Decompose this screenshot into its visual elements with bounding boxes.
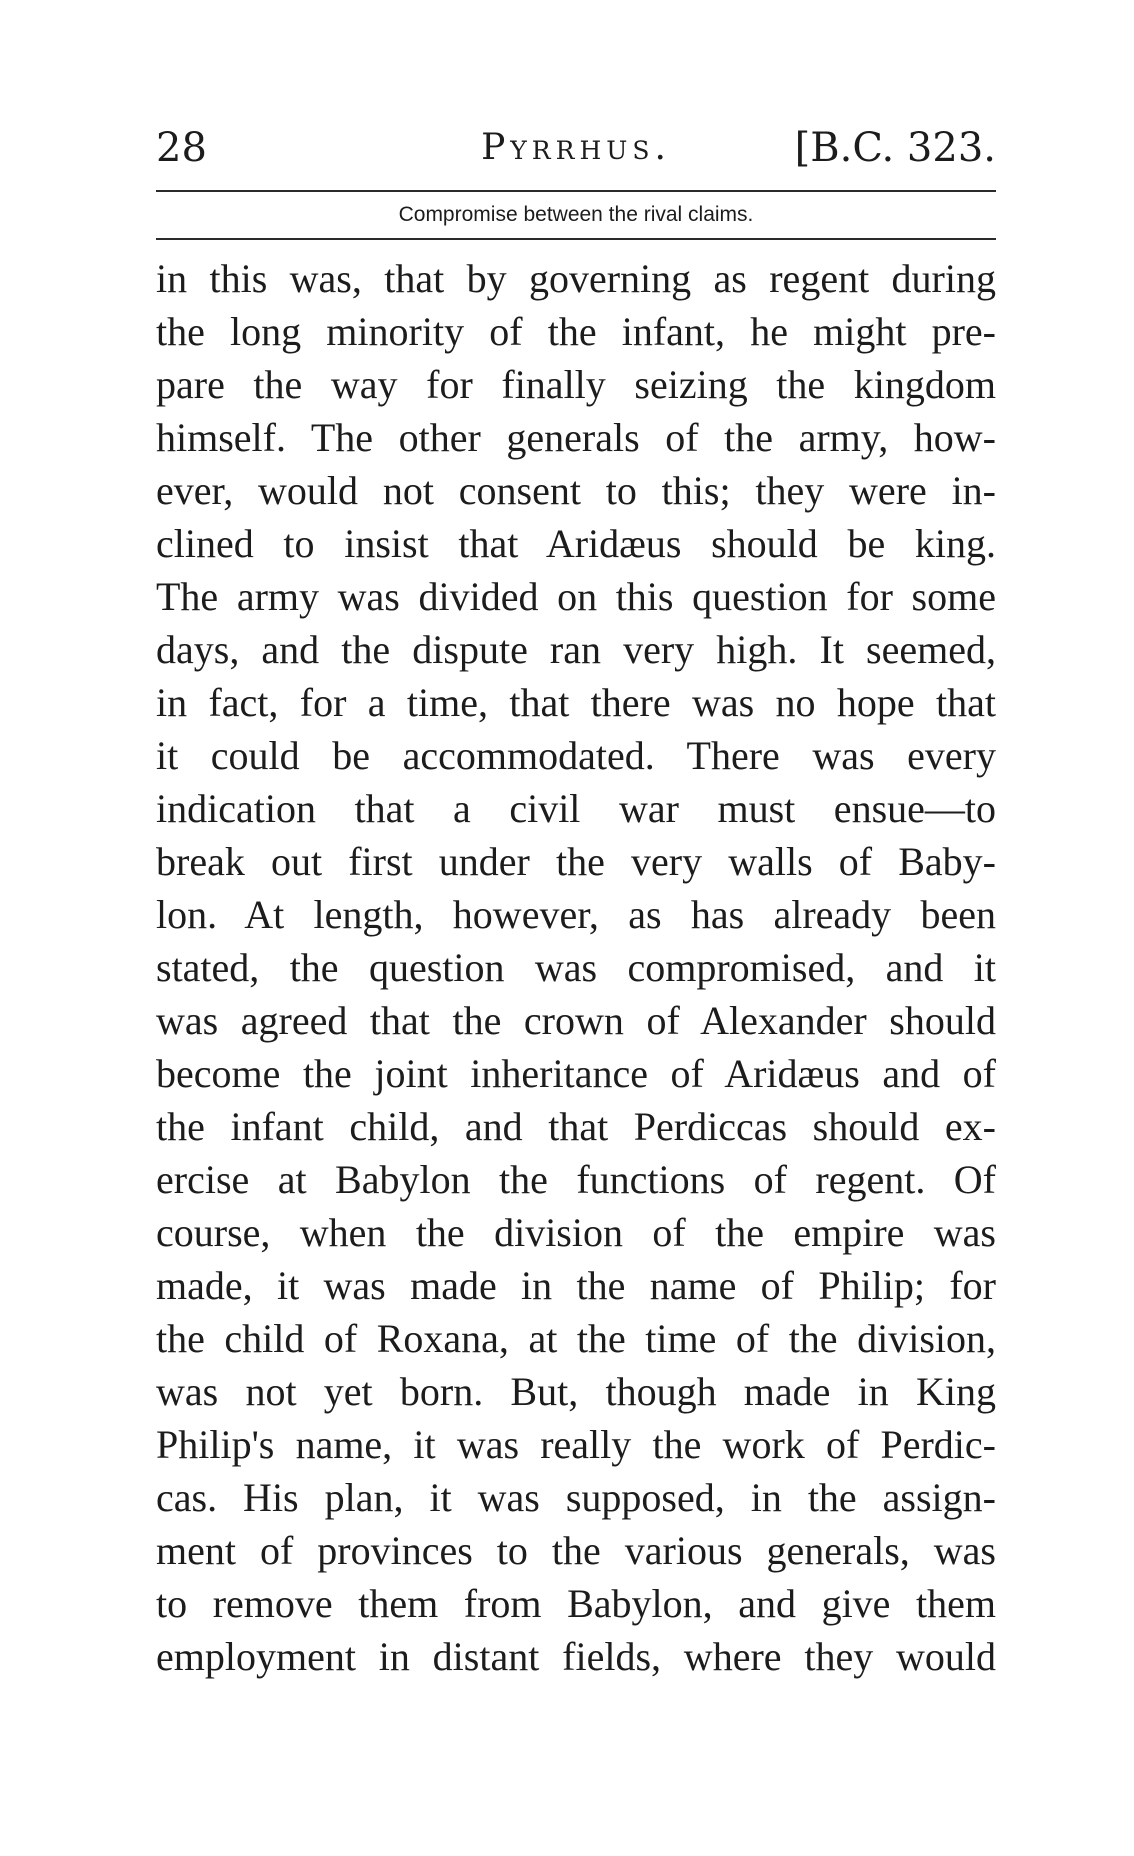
body-text [156, 252, 996, 1683]
text-line: in this was, that by governing as regent during [156, 256, 996, 301]
text-line: cas. His plan, it was supposed, in the assign- [156, 1475, 996, 1520]
text-line: Philip's name, it was really the work of Perdic- [156, 1422, 996, 1467]
header-rule-bottom [156, 238, 996, 240]
text-line: the long minority of the infant, he might pre- [156, 309, 996, 354]
text-line: The army was divided on this question for some [156, 574, 996, 619]
text-line: in fact, for a time, that there was no hope that [156, 680, 996, 725]
text-line: lon. At length, however, as has already been [156, 892, 996, 937]
text-line: was agreed that the crown of Alexander should [156, 998, 996, 1043]
text-line: ercise at Babylon the functions of regent. Of [156, 1157, 996, 1202]
text-line: indication that a civil war must ensue—to [156, 786, 996, 831]
text-line: made, it was made in the name of Philip; for [156, 1263, 996, 1308]
section-heading: Compromise between the rival claims. [398, 203, 754, 226]
text-line: the child of Roxana, at the time of the division, [156, 1316, 996, 1361]
running-head [156, 118, 996, 178]
text-line: pare the way for finally seizing the kingdom [156, 362, 996, 407]
text-line: ment of provinces to the various generals, was [156, 1528, 996, 1573]
text-line: break out first under the very walls of Baby- [156, 839, 996, 884]
text-line: clined to insist that Aridæus should be king. [156, 521, 996, 566]
text-line: course, when the division of the empire was [156, 1210, 996, 1255]
page-number: 28 [156, 125, 207, 171]
text-line: was not yet born. But, though made in King [156, 1369, 996, 1414]
text-line: himself. The other generals of the army, how- [156, 415, 996, 460]
book-title: Pyrrhus. [481, 127, 671, 168]
text-line: stated, the question was compromised, and it [156, 945, 996, 990]
text-line: days, and the dispute ran very high. It seemed, [156, 627, 996, 672]
text-line: the infant child, and that Perdiccas should ex- [156, 1104, 996, 1149]
header-rule-top [156, 190, 996, 192]
date-range: [B.C. 323. [794, 125, 996, 171]
text-line: it could be accommodated. There was every [156, 733, 996, 778]
text-line: become the joint inheritance of Aridæus and of [156, 1051, 996, 1096]
text-line: ever, would not consent to this; they were in- [156, 468, 996, 513]
text-line: to remove them from Babylon, and give them [156, 1581, 996, 1626]
text-line: employment in distant fields, where they would [156, 1634, 996, 1679]
